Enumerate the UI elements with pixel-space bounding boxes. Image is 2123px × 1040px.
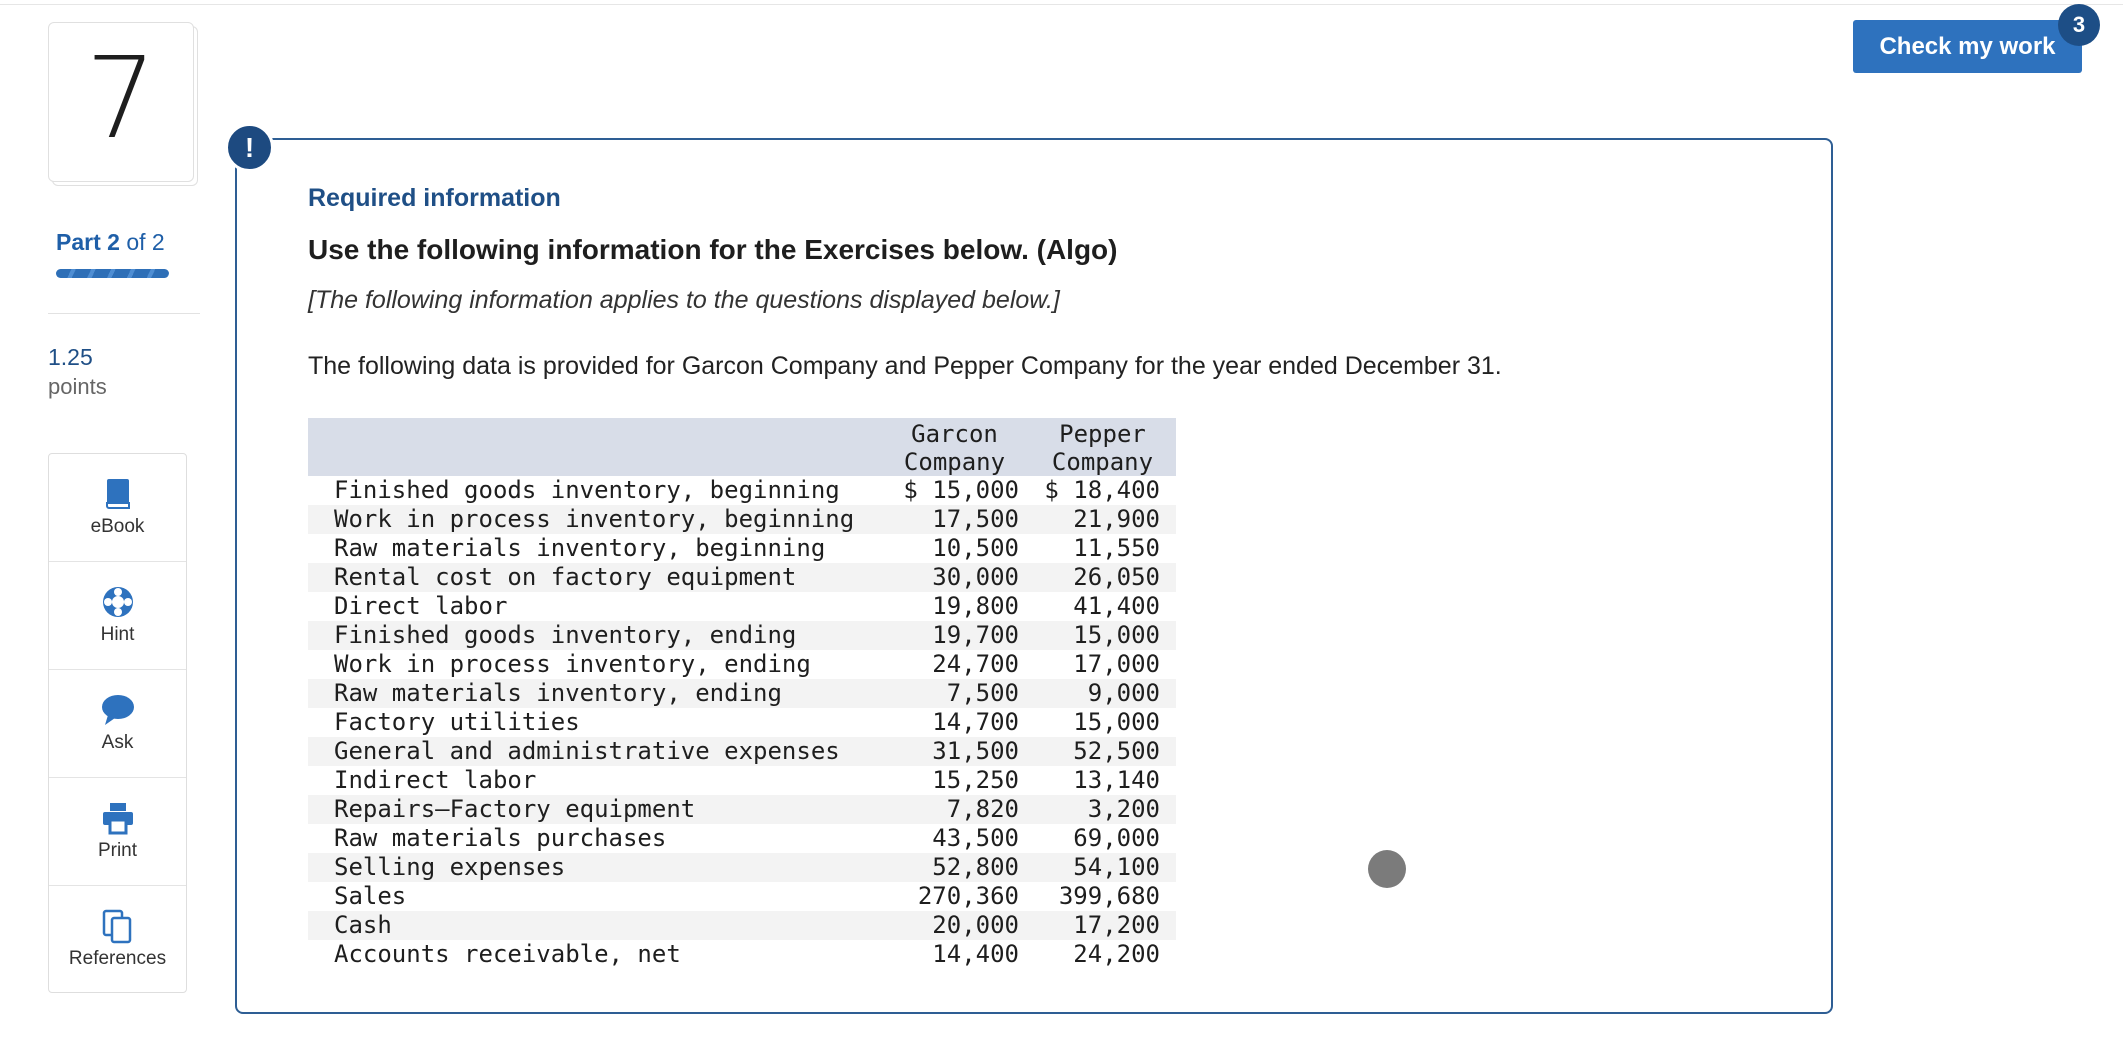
- pepper-value: 26,050: [1029, 563, 1176, 592]
- table-row: [308, 766, 1176, 795]
- garcon-value: 14,700: [932, 708, 1019, 736]
- ebook-button[interactable]: [49, 454, 186, 562]
- table-row: [308, 679, 1176, 708]
- pepper-value: 9,000: [1029, 679, 1176, 708]
- pepper-value: 54,100: [1029, 853, 1176, 882]
- row-label: Selling expenses: [308, 853, 880, 882]
- ask-label: Ask: [101, 732, 134, 753]
- table-row: [308, 534, 1176, 563]
- garcon-value: 20,000: [880, 911, 1029, 940]
- pepper-value: 69,000: [1073, 824, 1160, 852]
- panel-intro: The following data is provided for Garcon Company and Pepper Company for the year ended December 31.: [308, 352, 1502, 380]
- table-header-row: [308, 418, 1176, 476]
- sidebar-divider: [48, 313, 200, 314]
- row-label: Work in process inventory, beginning: [308, 505, 880, 534]
- pepper-value: 15,000: [1073, 708, 1160, 736]
- check-attempts-badge: 3: [2058, 4, 2100, 46]
- row-label: Cash: [308, 911, 880, 940]
- table-row: [308, 708, 1176, 737]
- table-row: [308, 737, 1176, 766]
- garcon-value: 19,700: [880, 621, 1029, 650]
- row-label: Raw materials inventory, ending: [308, 679, 880, 708]
- check-my-work-button[interactable]: Check my work: [1853, 20, 2082, 73]
- garcon-value: 24,700: [932, 650, 1019, 678]
- garcon-value: 10,500: [932, 534, 1019, 562]
- panel-heading: Use the following information for the Exercises below. (Algo): [308, 234, 1118, 265]
- table-row: [308, 592, 1176, 621]
- question-number-card: [48, 22, 194, 182]
- part-progress-bar: [56, 269, 169, 278]
- print-label: Print: [97, 840, 138, 861]
- header-pepper-line1: Pepper: [1059, 420, 1146, 448]
- garcon-value: 270,360: [917, 882, 1019, 910]
- table-row: [308, 505, 1176, 534]
- garcon-value: 52,800: [880, 853, 1029, 882]
- pepper-value: 24,200: [1073, 940, 1160, 968]
- table-row: [308, 795, 1176, 824]
- garcon-value: 43,500: [932, 824, 1019, 852]
- lifebuoy-icon: [100, 584, 136, 620]
- table-row: [308, 621, 1176, 650]
- pepper-value: 17,000: [1073, 650, 1160, 678]
- header-garcon-line1: Garcon: [911, 420, 998, 448]
- header-pepper: [1029, 418, 1176, 476]
- pepper-value: 11,550: [1073, 534, 1160, 562]
- garcon-value: 7,500: [880, 679, 1029, 708]
- pepper-value: 399,680: [1058, 882, 1160, 910]
- pepper-value: 21,900: [1029, 505, 1176, 534]
- garcon-value: 17,500: [880, 505, 1029, 534]
- table-row: [308, 476, 1176, 505]
- ebook-label: eBook: [90, 516, 145, 537]
- row-label: Indirect labor: [334, 766, 537, 794]
- hint-label: Hint: [100, 624, 135, 645]
- pepper-value: 17,200: [1029, 911, 1176, 940]
- pepper-value: 15,000: [1029, 621, 1176, 650]
- row-label: General and administrative expenses: [308, 737, 880, 766]
- table-row: [308, 824, 1176, 853]
- garcon-value: 7,820: [880, 795, 1029, 824]
- row-label: Finished goods inventory, beginning: [334, 476, 840, 504]
- pepper-value: $ 18,400: [1044, 476, 1160, 504]
- pepper-value: 41,400: [1073, 592, 1160, 620]
- panel-note: [The following information applies to the questions displayed below.]: [308, 286, 1060, 314]
- tools-panel: [48, 453, 187, 993]
- part-current: 2: [107, 229, 120, 255]
- part-total: of 2: [126, 229, 165, 255]
- book-icon: [100, 476, 136, 512]
- garcon-value: 15,250: [932, 766, 1019, 794]
- table-row: [308, 940, 1176, 969]
- row-label: Finished goods inventory, ending: [308, 621, 880, 650]
- row-label: Rental cost on factory equipment: [308, 563, 880, 592]
- row-label: Direct labor: [334, 592, 508, 620]
- header-garcon: [880, 418, 1029, 476]
- top-divider: [0, 4, 2123, 5]
- table-row: [308, 911, 1176, 940]
- header-blank: [308, 418, 880, 476]
- table-row: [308, 650, 1176, 679]
- pepper-value: 13,140: [1073, 766, 1160, 794]
- documents-icon: [100, 908, 136, 944]
- points-label: points: [48, 374, 107, 399]
- references-label: References: [68, 948, 167, 969]
- garcon-value: 31,500: [880, 737, 1029, 766]
- required-information-label: Required information: [308, 184, 561, 212]
- printer-icon: [100, 800, 136, 836]
- company-data-table: [308, 418, 1176, 969]
- ask-button[interactable]: [49, 670, 186, 778]
- row-label: Accounts receivable, net: [334, 940, 681, 968]
- garcon-value: 14,400: [932, 940, 1019, 968]
- table-row: [308, 563, 1176, 592]
- row-label: Raw materials inventory, beginning: [334, 534, 826, 562]
- row-label: Work in process inventory, ending: [334, 650, 811, 678]
- references-button[interactable]: [49, 886, 186, 994]
- garcon-value: $ 15,000: [903, 476, 1019, 504]
- table-row: [308, 853, 1176, 882]
- speech-bubble-icon: [100, 692, 136, 728]
- row-label: Sales: [334, 882, 407, 910]
- table-row: [308, 882, 1176, 911]
- part-label: Part: [56, 229, 101, 255]
- pepper-value: 52,500: [1029, 737, 1176, 766]
- cursor-indicator: [1368, 850, 1406, 888]
- garcon-value: 30,000: [880, 563, 1029, 592]
- header-garcon-line2: Company: [903, 448, 1006, 476]
- row-label: Repairs—Factory equipment: [308, 795, 880, 824]
- hint-button[interactable]: [49, 562, 186, 670]
- alert-icon: !: [225, 123, 274, 172]
- row-label: Factory utilities: [334, 708, 580, 736]
- pepper-value: 3,200: [1029, 795, 1176, 824]
- header-pepper-line2: Company: [1051, 448, 1154, 476]
- part-indicator: [56, 229, 165, 256]
- row-label: Raw materials purchases: [334, 824, 667, 852]
- points-value: 1.25: [48, 344, 93, 370]
- garcon-value: 19,800: [932, 592, 1019, 620]
- print-button[interactable]: [49, 778, 186, 886]
- question-number: 7: [85, 34, 157, 164]
